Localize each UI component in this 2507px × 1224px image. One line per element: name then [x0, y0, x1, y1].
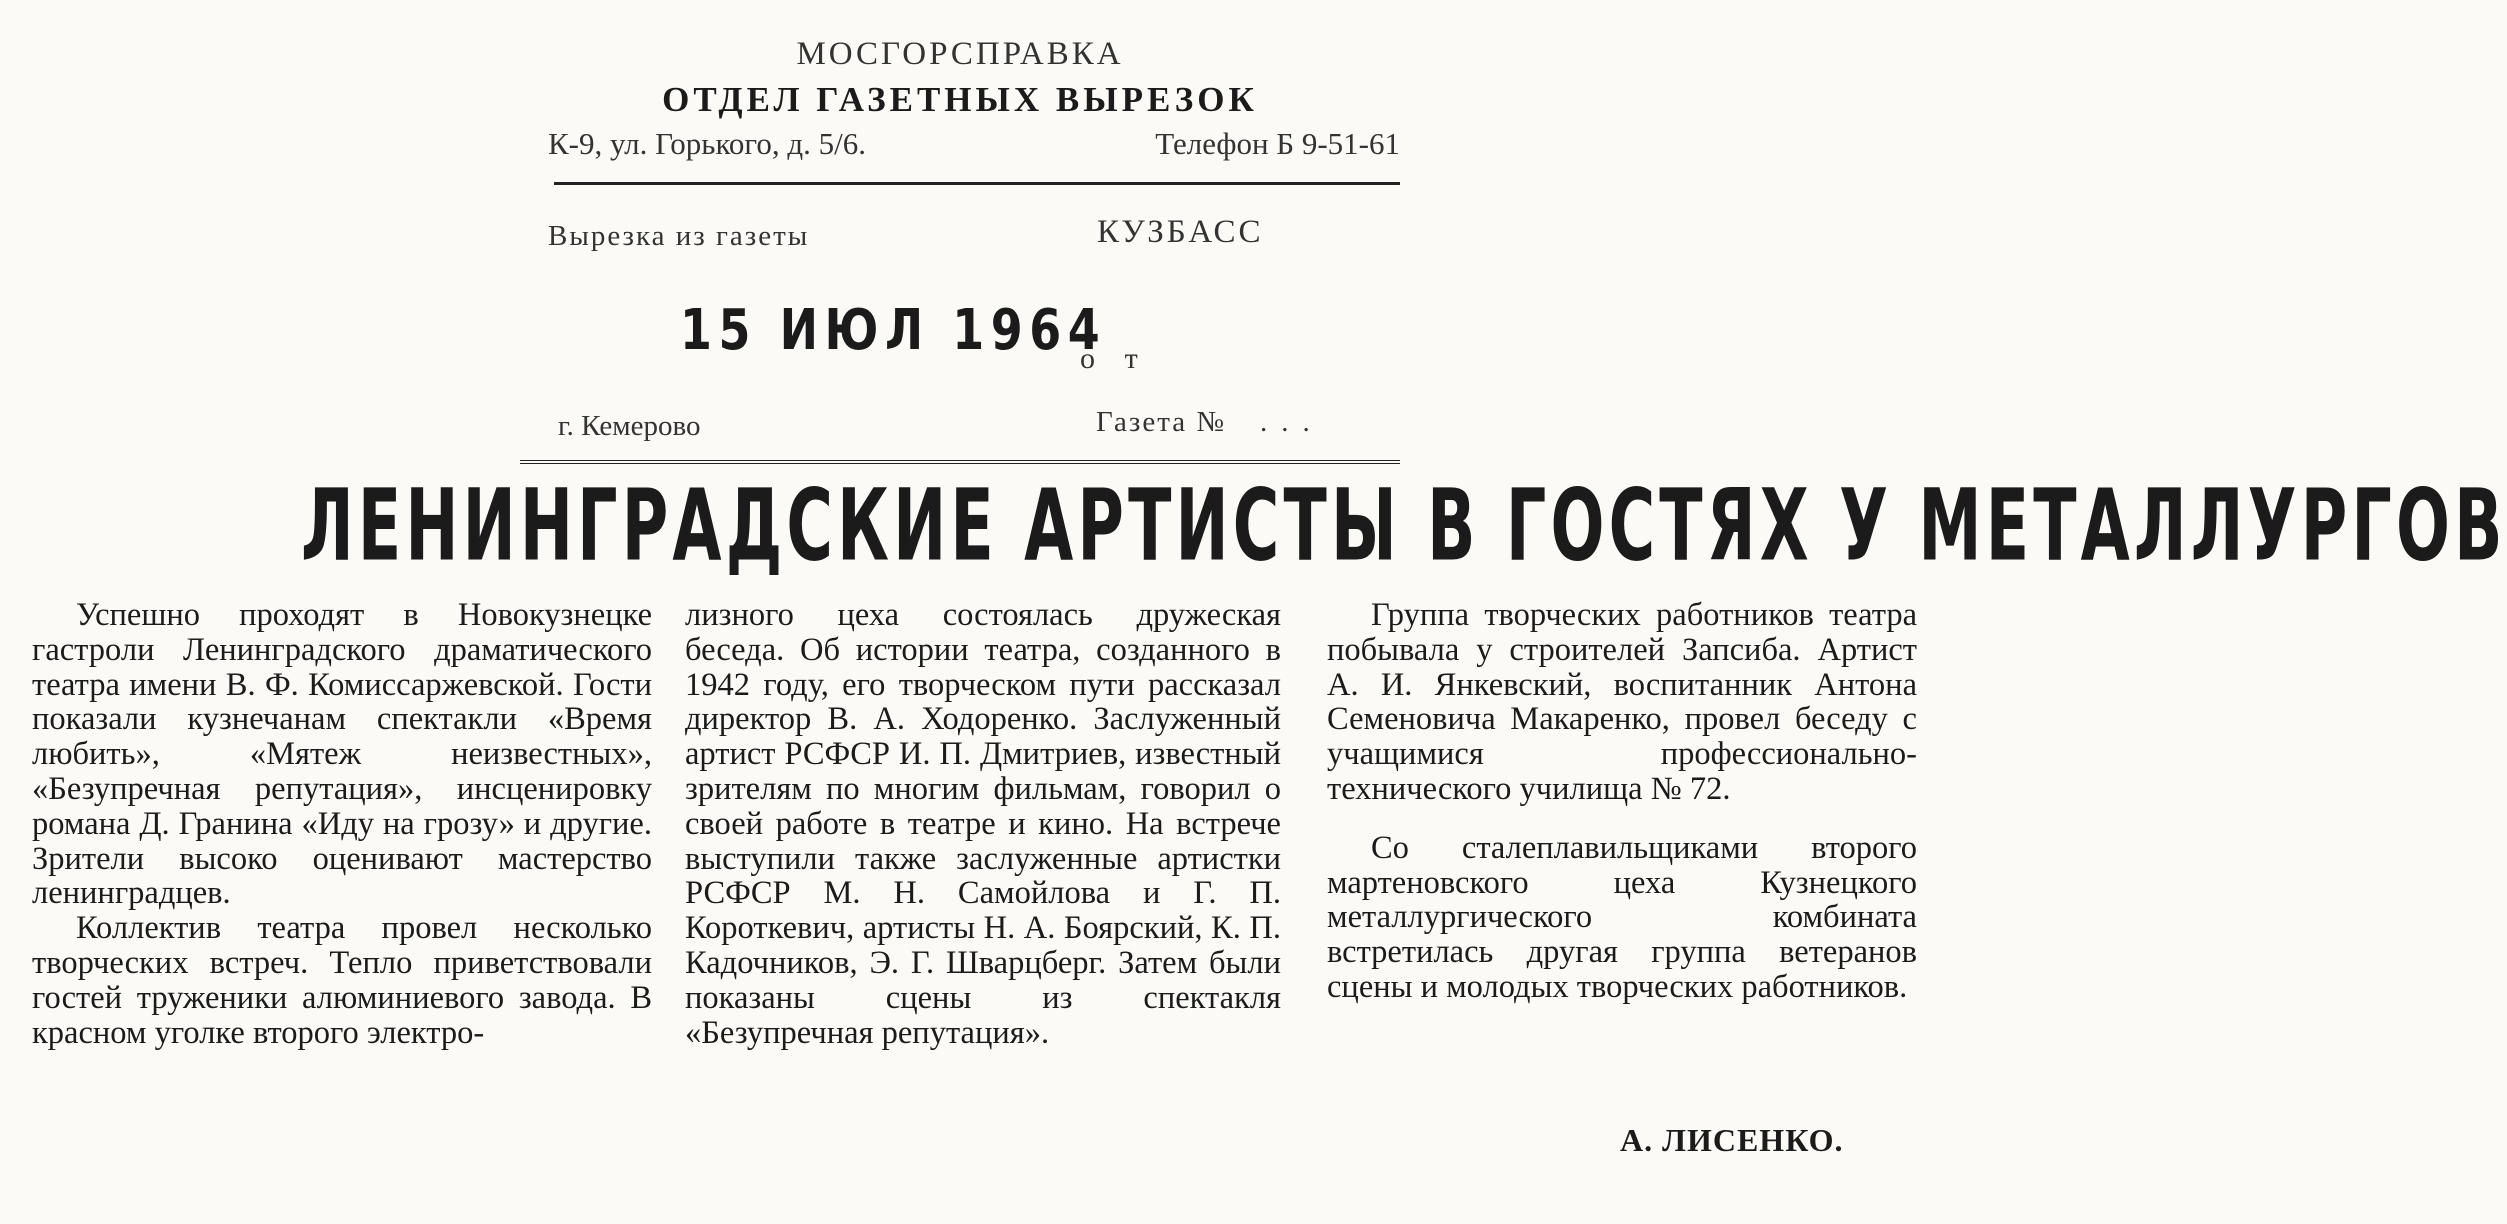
- article-column-1: [32, 598, 652, 1050]
- agency-phone: Телефон Б 9-51-61: [1155, 126, 1400, 161]
- article-headline: ЛЕНИНГРАДСКИЕ АРТИСТЫ В ГОСТЯХ У МЕТАЛЛУРГОВ: [301, 467, 2507, 584]
- city-name: г. Кемерово: [558, 410, 701, 442]
- paragraph: Успешно проходят в Новокузнецке гастроли Ленинградского драматического театра имени В. Ф. Комиссаржевской. Гости показали кузнечанам спектакли «Время любить», «Мятеж неизвестных», «Безупречная репутация», инсценировку романа Д. Гранина «Иду на грозу» и другие. Зрители высоко оценивают мастерство ленинградцев.: [32, 597, 652, 912]
- article-column-2: [685, 598, 1281, 1050]
- newspaper-name: КУЗБАСС: [1097, 214, 1264, 250]
- clipping-stamp: [520, 30, 1400, 460]
- stamp-divider: [554, 182, 1400, 185]
- agency-address: К-9, ул. Горького, д. 5/6.: [548, 126, 867, 161]
- paragraph: лизного цеха состоялась дружеская беседа. Об истории театра, созданного в 1942 году, его творческом пути рассказал директор В. А. Ходоренко. Заслуженный артист РСФСР И. П. Дмитриев, известный зрителям по многим фильмам, говорил о своей работе в театре и кино. На встрече выступили также заслуженные артистки РСФСР М. Н. Самойлова и Г. П. Короткевич, артисты Н. А. Боярский, К. П. Кадочников, Э. Г. Шварцберг. Затем были показаны сцены из спектакля «Безупречная репутация».: [685, 597, 1281, 1051]
- paragraph: Группа творческих работников театра побывала у строителей Запсиба. Артист А. И. Янкевский, воспитанник Антона Семеновича Макаренко, провел беседу с учащимися профессионально-технического училища № 72.: [1327, 597, 1917, 807]
- gazette-number: ...: [1260, 406, 1324, 438]
- stamp-bottom-divider: [520, 460, 1400, 464]
- gazette-label: Газета №: [1096, 406, 1227, 438]
- department-name: ОТДЕЛ ГАЗЕТНЫХ ВЫРЕЗОК: [662, 80, 1258, 119]
- date-stamp: 15 ИЮЛ 1964: [680, 298, 1107, 363]
- author-signature: А. ЛИСЕНКО.: [1620, 1122, 1844, 1158]
- agency-name: МОСГОРСПРАВКА: [796, 36, 1124, 72]
- article-column-3: [1327, 598, 1917, 1005]
- date-marker: от: [1080, 342, 1168, 375]
- cutting-label: Вырезка из газеты: [548, 220, 810, 252]
- paragraph: Со сталеплавильщиками второго мартеновского цеха Кузнецкого металлургического комбината встретилась другая группа ветеранов сцены и молодых творческих работников.: [1327, 829, 1917, 1005]
- paragraph: Коллектив театра провел несколько творческих встреч. Тепло приветствовали гостей труженики алюминиевого завода. В красном уголке второго электро-: [32, 910, 652, 1051]
